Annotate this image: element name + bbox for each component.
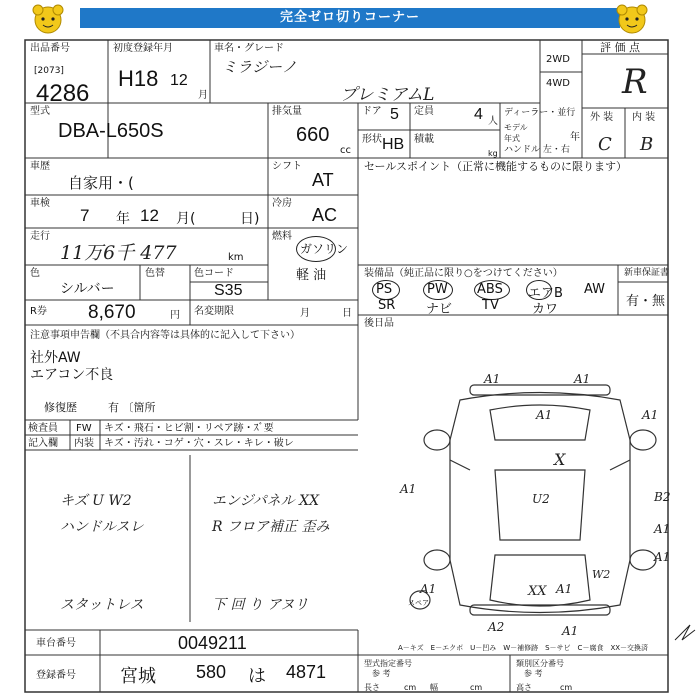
equip-aw: AW: [584, 282, 606, 297]
equip-pw: PW: [427, 282, 448, 297]
inspector-note-left-3: スタットレス: [60, 597, 144, 613]
model-label: 型式: [30, 106, 50, 117]
inspector-note-right-1: エンジパネル XX: [212, 493, 320, 509]
mileage-label: 走行: [30, 231, 50, 242]
lot-number: 4286: [36, 80, 90, 107]
mark-xx-rear: XX: [528, 584, 547, 599]
spare-label: スペア: [408, 599, 429, 607]
notes-line1: 社外AW: [30, 350, 81, 366]
inspect-day-unit: 日): [240, 211, 260, 227]
car-name: ミラジーノ: [222, 58, 297, 76]
fw-head: FW: [76, 423, 92, 434]
plate-kana: は: [248, 666, 266, 687]
int-label: 内 装: [632, 112, 656, 123]
class-sub: 参 考: [524, 669, 543, 678]
meigi-month: 月: [300, 308, 310, 319]
mark-a1-front-left: A1: [484, 372, 501, 386]
mark-a1-right-fender: A1: [642, 408, 659, 422]
equip-leather: カワ: [532, 302, 559, 317]
interior-row: キズ・汚れ・コゲ・穴・スレ・キレ・破レ: [104, 438, 294, 449]
color-value: シルバー: [60, 281, 115, 297]
chassis-label: 車台番号: [36, 638, 76, 649]
fw-row: キズ・飛石・ヒビ割・リペア跡・ｽﾞ要: [104, 423, 274, 434]
class-label: 類別区分番号: [516, 659, 564, 668]
repair-label: 修復歴: [44, 401, 77, 414]
color-code-label: 色コード: [194, 268, 234, 279]
warranty-label: 新車保証書: [624, 268, 670, 278]
handle-label: ハンドル 左・右: [504, 145, 570, 155]
model-cert-label: 型式指定番号: [364, 659, 412, 668]
cap-label: 定員: [414, 106, 434, 117]
fuel-label: 燃料: [272, 231, 292, 242]
notes-line2: エアコン不良: [30, 367, 114, 383]
length-unit: cm: [404, 683, 417, 692]
equip-tv: TV: [482, 298, 499, 313]
width-unit: cm: [470, 683, 483, 692]
mileage-value: 11万6千 477: [60, 242, 177, 264]
warranty-value: 有・無: [626, 294, 666, 309]
equip-abs: ABS: [477, 282, 503, 297]
disp-label: 排気量: [272, 106, 302, 117]
model-value: DBA-L650S: [58, 120, 164, 142]
inspector-note-right-3: 下 回 り アヌリ: [212, 597, 309, 613]
door-label: ドア: [362, 106, 382, 117]
inspect-year-unit: 年: [116, 211, 130, 227]
inspector-label-1: 検査員: [28, 423, 58, 434]
drive-2wd: 2WD: [546, 54, 570, 65]
fuel-gasoline: ガソリン: [300, 242, 349, 256]
load-label: 積載: [414, 134, 434, 145]
color-change-label: 色替: [145, 268, 165, 279]
ac-label: 冷房: [272, 198, 292, 209]
equip-airbag: エアB: [528, 286, 563, 301]
inspect-month-unit: 月(: [176, 211, 196, 227]
color-label: 色: [30, 268, 40, 279]
inspect-month: 12: [140, 206, 159, 225]
year-unit: 年: [570, 132, 580, 143]
corner-banner: 完全ゼロ切りコーナー: [80, 8, 620, 28]
mark-a1-right-quarter: A1: [654, 550, 671, 564]
r-label: R券: [30, 306, 47, 317]
signature-mark: [675, 625, 695, 640]
reg-month-unit: 月: [198, 90, 208, 101]
plate-region: 宮城: [120, 666, 156, 687]
score-label: 評 価 点: [600, 41, 640, 54]
later-items-label: 後日品: [364, 318, 394, 329]
history-label: 車歴: [30, 161, 50, 172]
ac-value: AC: [312, 205, 338, 225]
load-unit: kg: [488, 149, 498, 158]
plate-label: 登録番号: [36, 670, 76, 681]
mark-a1-right-rear-door: A1: [654, 522, 671, 536]
ext-label: 外 装: [590, 112, 614, 123]
mark-b2-right-door: B2: [654, 490, 671, 504]
equip-sr: SR: [378, 298, 396, 313]
inspector-note-left-2: ハンドルスレ: [60, 519, 144, 535]
equip-ps: PS: [376, 282, 393, 297]
height-unit: cm: [560, 683, 573, 692]
history-value: 自家用・(: [68, 174, 134, 192]
door-value: 5: [390, 106, 399, 123]
model-year-label: モデル年式: [504, 123, 528, 143]
ext-grade: C: [598, 134, 612, 155]
r-value: 8,670: [88, 302, 136, 323]
meigi-day: 日: [342, 308, 352, 319]
equip-navi: ナビ: [426, 302, 453, 317]
shape-label: 形状: [362, 134, 382, 145]
score-value: R: [622, 62, 648, 102]
mark-w2-rear: W2: [592, 568, 611, 581]
mark-a1-left-door: A1: [400, 482, 417, 496]
reg-era: H18: [118, 66, 159, 91]
inspect-year: 7: [80, 206, 90, 225]
mark-a1-front-right: A1: [574, 372, 591, 386]
mileage-unit: km: [228, 252, 244, 263]
color-code-value: S35: [214, 282, 243, 299]
interior-head: 内装: [74, 438, 94, 449]
mark-x-windshield: X: [554, 450, 566, 469]
plate-class: 580: [196, 662, 227, 682]
inspector-label-2: 記入欄: [28, 438, 58, 449]
damage-legend: A－キズ E－エクボ U－凹み W－補修跡 S－サビ C－腐食 XX－交換済: [398, 644, 649, 652]
drive-4wd: 4WD: [546, 78, 570, 89]
model-cert-sub: 参 考: [372, 669, 391, 678]
length-label: 長さ: [364, 683, 380, 692]
name-label: 車名・グレード: [214, 43, 284, 54]
reg-month: 12: [170, 72, 188, 89]
notes-label: 注意事項申告欄（不具合内容等は具体的に記入して下さい）: [30, 330, 300, 341]
chassis-value: 0049211: [178, 633, 247, 653]
r-unit: 円: [170, 310, 180, 321]
mark-a1-rear-left: A1: [420, 582, 437, 596]
lot-small: [2073]: [34, 66, 64, 76]
plate-number: 4871: [286, 662, 327, 682]
mark-a1-bumper-right: A1: [562, 624, 579, 638]
cap-value: 4: [474, 106, 483, 123]
fuel-diesel: 軽 油: [296, 268, 327, 283]
mark-a1-rear-gate: A1: [556, 582, 573, 596]
inspector-note-left-1: キズ U W2: [60, 493, 132, 509]
shift-value: AT: [312, 170, 334, 190]
disp-value: 660: [296, 124, 330, 146]
car-grade: プレミアムL: [340, 85, 435, 105]
reg-label: 初度登録年月: [113, 43, 173, 54]
cap-unit: 人: [488, 116, 498, 127]
equip-label: 装備品（純正品に限り○をつけてください）: [364, 268, 563, 279]
repair-value: 有 〔箇所: [108, 401, 156, 414]
inspect-label: 車検: [30, 198, 50, 209]
mark-u2-roof: U2: [532, 492, 550, 506]
mark-a1-hood: A1: [536, 408, 553, 422]
int-grade: B: [640, 134, 654, 155]
sales-point-label: セールスポイント（正常に機能するものに限ります）: [364, 160, 628, 173]
inspector-note-right-2: R フロア補正 歪み: [212, 519, 330, 535]
dealer-label: ディーラー・並行: [504, 108, 576, 118]
lot-label: 出品番号: [30, 43, 70, 54]
meigi-label: 名変期限: [194, 306, 234, 317]
disp-unit: cc: [340, 145, 351, 156]
shape-value: HB: [382, 136, 405, 153]
mark-a2-bumper: A2: [488, 620, 505, 634]
width-label: 幅: [430, 683, 438, 692]
shift-label: シフト: [272, 161, 302, 172]
height-label: 高さ: [516, 683, 532, 692]
